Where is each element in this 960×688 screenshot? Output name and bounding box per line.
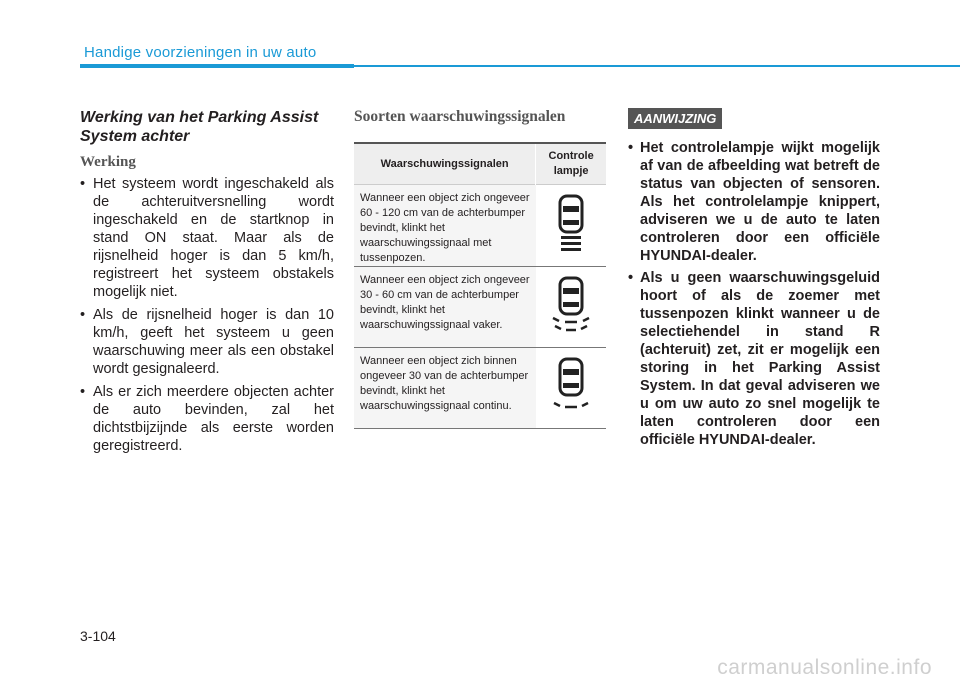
table-cell-desc: Wanneer een object zich ongeveer 30 - 60 cm van de achterbumper bevindt, klinkt het waarschuwingssignaal vaker. xyxy=(354,267,536,348)
watermark: carmanualsonline.info xyxy=(717,656,932,679)
subheading: Werking xyxy=(80,154,136,170)
table-title: Soorten waarschuwingssignalen xyxy=(354,108,566,125)
section-title: Werking van het Parking Assist System achter xyxy=(80,109,319,145)
operation-list xyxy=(80,175,334,455)
table-row xyxy=(354,348,606,429)
right-column xyxy=(628,108,880,453)
car-rear-sensor-far-icon xyxy=(551,190,591,256)
table-header-indicator: Controle lampje xyxy=(536,143,606,185)
middle-column xyxy=(354,108,606,429)
note-badge: AANWIJZING xyxy=(628,108,722,129)
list-item: • Als de rijsnelheid hoger is dan 10 km/h, geeft het systeem u geen waarschuwing meer als een obstakel wordt gesignaleerd. xyxy=(80,307,334,377)
car-rear-sensor-near-icon xyxy=(547,355,595,417)
warning-signals-table xyxy=(354,142,606,429)
list-item: • Het controlelampje wijkt mogelijk af van de afbeelding wat betreft de status van objecten of sensoren. Als het controlelampje knippert, adviseren we u de auto te laten controleren door een officiële HYUNDAI-dealer. xyxy=(628,140,880,264)
list-item: • Als er zich meerdere objecten achter de auto bevinden, zal het dichtstbijzijnde als eerste worden geregistreerd. xyxy=(80,384,334,454)
car-rear-sensor-mid-icon xyxy=(547,274,595,336)
table-row xyxy=(354,267,606,348)
header-rule-thick xyxy=(80,64,354,68)
note-list xyxy=(628,139,880,449)
list-item: • Het systeem wordt ingeschakeld als de achteruitversnelling wordt ingeschakeld en de startknop in stand ON staat. Maar als de rijsnelheid hoger is dan 5 km/h, registreert het systeem obstakels mogelijk niet. xyxy=(80,176,334,300)
page-number: 3-104 xyxy=(80,628,116,644)
section-header: Handige voorzieningen in uw auto xyxy=(84,44,317,61)
left-column xyxy=(80,108,334,460)
table-header-signals: Waarschuwingssignalen xyxy=(354,143,536,185)
table-cell-desc: Wanneer een object zich ongeveer 60 - 120 cm van de achterbumper bevindt, klinkt het waarschuwingssignaal met tussenpozen. xyxy=(354,185,536,267)
header-rule-thin xyxy=(354,65,960,67)
list-item: • Als u geen waarschuwingsgeluid hoort of als de zoemer met tussenpozen klinkt wanneer u de selectiehendel in stand R (achteruit) zet, zit er mogelijk een storing in het Parking Assist System. In dat geval adviseren we u om uw auto zo snel mogelijk te laten controleren door een officiële HYUNDAI-dealer. xyxy=(628,270,880,448)
table-row xyxy=(354,185,606,267)
table-cell-desc: Wanneer een object zich binnen ongeveer 30 van de achterbumper bevindt, klinkt het waarschuwingssignaal continu. xyxy=(354,348,536,429)
